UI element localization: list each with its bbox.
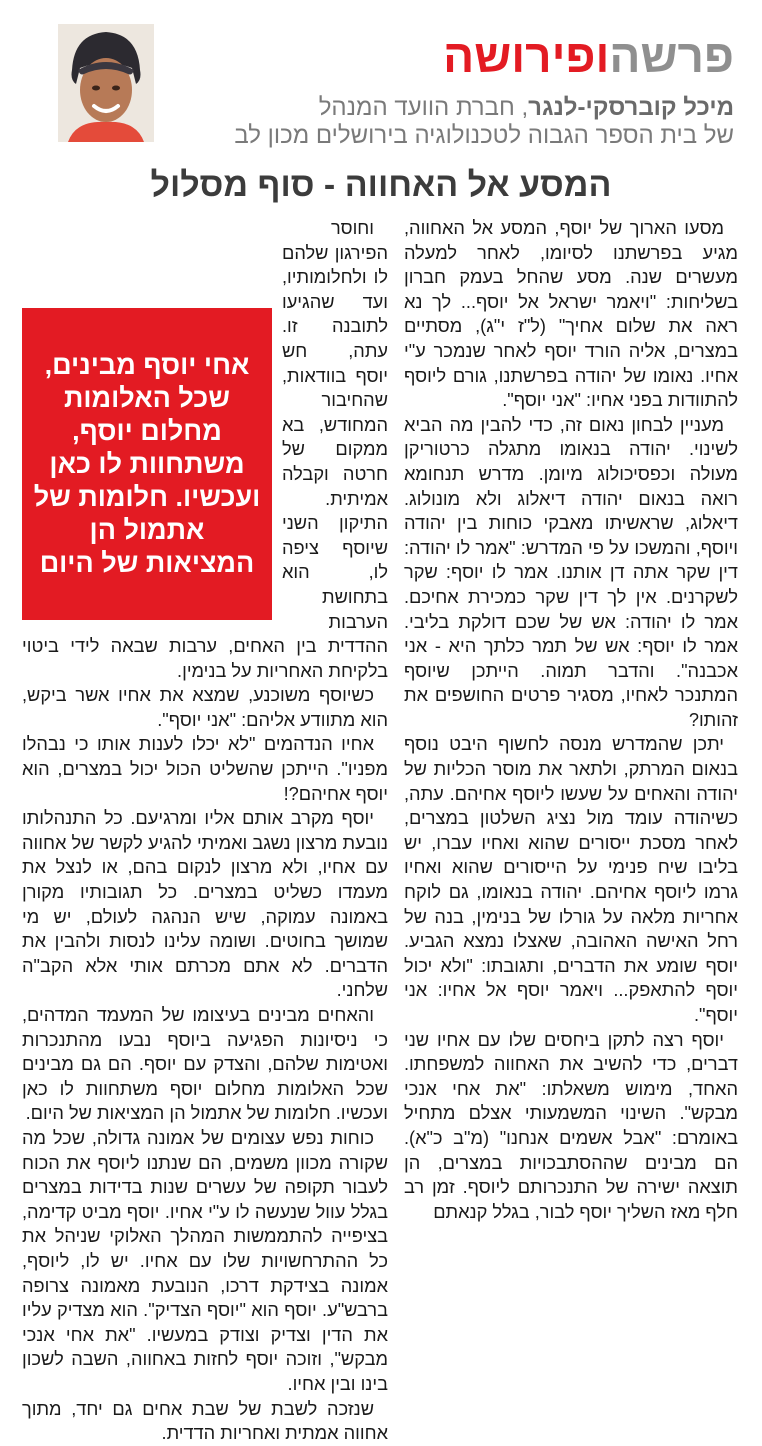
paragraph: שנזכה לשבת של שבת אחים גם יחד, מתוך אחווה אמתית ואחריות הדדית. bbox=[22, 1398, 388, 1444]
paragraph: מסעו הארוך של יוסף, המסע אל האחווה, מגיע בפרשתנו לסיומו, לאחר למעלה מעשרים שנה. מסע שהחל בעמק חברון בשליחות: "ויאמר ישראל אל יוסף... לך נא ראה את שלום אחיך" (ל"ז י"ג), מסתיים במצרים, אליה הורד יוסף לאחר שנמכר ע"י אחיו. נאומו של יהודה בפרשתנו, גורם ליוסף להתוודות בפני אחיו: "אני יוסף". bbox=[404, 218, 738, 411]
paragraph: כשיוסף משוכנע, שמצא את אחיו אשר ביקש, הוא מתוודע אליהם: "אני יוסף". bbox=[22, 685, 388, 730]
paragraph: מעניין לבחון נאום זה, כדי להבין מה הביא לשינוי. יהודה בנאומו מתגלה כרטוריקן מעולה וכפסיכולוג מיומן. מדרש תנחומא רואה בנאום יהודה דיאלוג ולא מונולוג. דיאלוג, שראשיתו מאבקי כוחות בין יהודה ויוסף, והמשכו על פי המדרש: "אמר לו יהודה: דין שקר אתה דן אותנו. אמר לו יוסף: שקר לשקרנים. אין לך דין שקר כמכירת אחיכם. אמר לו יהודה: אש של שכם דולקת בליבי. אמר לו יוסף: אש של תמר כלתך היא - אני אכבנה". והדבר תמוה. הייתכן שיוסף המתנכר לאחיו, מסגיר פרטים החושפים את זהותו? bbox=[404, 414, 738, 730]
article-column-left bbox=[22, 216, 388, 1444]
author-institution: של בית הספר הגבוה לטכנולוגיה בירושלים מכון לב bbox=[234, 122, 734, 149]
paragraph: יוסף מקרב אותם אליו ומרגיעם. כל התנהלותו נובעת מרצון נשגב ואמיתי להגיע לקשר של אחווה עם אחיו, ולא מרצון לנקום בהם, או לנצל את מעמדו כשליט במצרים. כל תגובותיו מקורן באמונה עמוקה, שיש הנהגה לעולם, יש מי שמושך בחוטים. ושומה עלינו לנסות ולהבין את הדברים. לא אתם מכרתם אותי אלא הקב"ה שלחני. bbox=[22, 808, 388, 1001]
pull-quote-text: אחי יוסף מבינים, שכל האלומות מחלום יוסף, משתחוות לו כאן ועכשיו. חלומות של אתמול הן המציאות של היום bbox=[33, 349, 261, 578]
author-name: מיכל קוברסקי-לנגר bbox=[528, 94, 734, 121]
brand-part-2: ופירושה bbox=[443, 30, 610, 82]
column-brand bbox=[443, 28, 734, 84]
paragraph: יוסף רצה לתקן ביחסים שלו עם אחיו שני דברים, כדי להשיב את האחווה למשפחתו. האחד, מימוש משאלתו: "את אחי אנכי מבקש". השינוי המשמעותי אצלם מתחיל באומרם: "אבל אשמים אנחנו" (מ"ב כ"א). הם מבינים שההסתבכויות במצרים, הן תוצאה ישירה של התנכרותם ליוסף. זמן רב חלף מאז השליך יוסף לבור, בגלל קנאתם bbox=[404, 1029, 738, 1222]
author-portrait-icon bbox=[58, 24, 154, 142]
brand-part-1: פרשה bbox=[609, 30, 734, 82]
article-column-right bbox=[404, 216, 738, 1236]
author-role: , חברת הוועד המנהל bbox=[318, 94, 529, 121]
paragraph: אחיו הנדהמים "לא יכלו לענות אותו כי נבהלו מפניו". הייתכן שהשליט הכול יכול במצרים, הוא יוסף אחיהם?! bbox=[22, 734, 388, 804]
paragraph: כוחות נפש עצומים של אמונה גדולה, שכל מה שקורה מכוון משמים, הם שנתנו ליוסף את הכוח לעבור תקופה של עשרים שנות בדידות במצרים בגלל עוול שנעשה לו ע"י אחיו. יוסף מביט קדימה, בציפייה להתממשות המהלך האלוקי שניהל את כל ההתרחשויות שלו עם אחיו. יש לו, ליוסף, אמונה בצידקת דרכו, הנובעת מאמונה צרופה ברבש"ע. יוסף הוא "יוסף הצדיק". הוא מצדיק עליו את הדין וצדיק וצודק במעשיו. "את אחי אנכי מבקש", וזוכה יוסף לחזות באחווה, השבה לשכון בינו ובין אחיו. bbox=[22, 1127, 388, 1394]
article-headline: המסע אל האחווה - סוף מסלול bbox=[150, 166, 612, 204]
paragraph: וחוסר הפירגון שלהם לו ולחלומותיו, ועד שהגיעו לתובנה זו. עתה, חש יוסף בוודאות, שהחיבור המחודש, בא ממקום של חרטה וקבלה אמיתית. התיקון השני שיוסף ציפה לו, הוא בתחושת הערבות ההדדית בין האחים, ערבות שבאה לידי ביטוי בלקיחת האחריות על בנימין. bbox=[22, 218, 388, 681]
paragraph: יתכן שהמדרש מנסה לחשוף היבט נוסף בנאום המרתק, ולתאר את מוסר הכליות של יהודה והאחים על שעשו ליוסף אחיהם. עתה, כשיהודה עומד מול נציג השלטון במצרים, לאחר מסכת ייסורים שהוא ואחיו עברו, יש בליבו שיח פנימי על הייסורים שהוא ואחיו גרמו ליוסף אחיהם. יהודה בנאומו, גם לוקח אחריות מלאה על גורלו של בנימין, בנה של רחל האישה האהובה, שאצלו נמצא הגביע. יוסף שומע את הדברים, ותגובתו: "ולא יכול יוסף להתאפק... ויאמר יוסף אל אחיו: אני יוסף". bbox=[404, 734, 738, 1025]
pull-quote-box bbox=[22, 308, 272, 620]
author-photo bbox=[58, 24, 154, 142]
author-line bbox=[319, 94, 734, 122]
paragraph: והאחים מבינים בעיצומו של המעמד המדהים, כי ניסיונות הפגיעה ביוסף נבעו מהתנכרות ואטימות שלהם, והצדק עם יוסף. הם גם מבינים שכל האלומות מחלום יוסף משתחוות לו כאן ועכשיו. חלומות של אתמול הן המציאות של היום. bbox=[22, 1005, 388, 1124]
